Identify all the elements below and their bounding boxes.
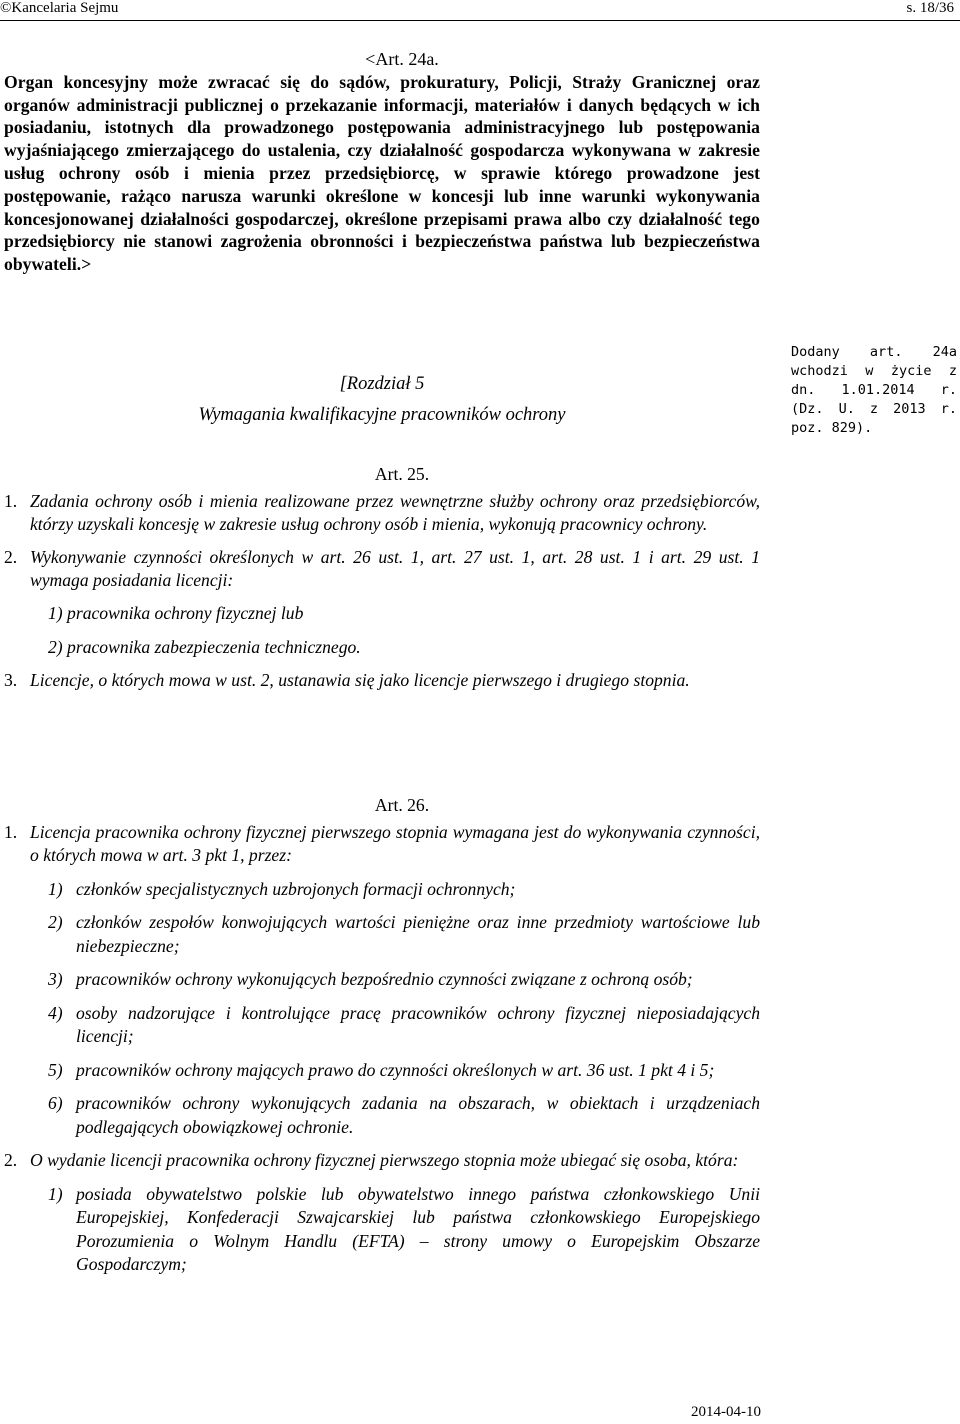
chapter-title: Wymagania kwalifikacyjne pracowników ochrony — [198, 405, 566, 425]
article-24a — [4, 48, 760, 276]
article-25-title: Art. 25. — [374, 464, 430, 484]
item-number: 1) — [48, 1183, 63, 1204]
item-number: 2) — [48, 912, 63, 932]
article-26-title: Art. 26. — [374, 795, 430, 815]
para-text: O wydanie licencji pracownika ochrony fizycznej pierwszego stopnia może ubiegać się osoba, która: — [30, 1150, 739, 1170]
list-item — [48, 968, 760, 992]
article-26 — [4, 794, 760, 1277]
item-number: 6) — [48, 1093, 63, 1113]
para-number: 2. — [4, 546, 18, 567]
para-number: 1. — [4, 490, 18, 511]
item-number: 4) — [48, 1002, 63, 1023]
para-number: 3. — [4, 669, 18, 690]
article-26-para-1 — [4, 821, 760, 868]
article-25-para-2-items — [4, 602, 760, 660]
article-24a-heading: <Art. 24a. — [365, 49, 439, 69]
list-item — [48, 1002, 760, 1049]
footer-date: 2014-04-10 — [691, 1404, 761, 1420]
page-number: s. 18/36 — [906, 0, 954, 16]
article-26-para-2 — [4, 1149, 760, 1173]
article-25-para-1 — [4, 490, 760, 537]
list-item: 1) pracownika ochrony fizycznej lub — [48, 602, 304, 623]
item-text: osoby nadzorujące i kontrolujące pracę pracowników ochrony fizycznej nieposiadających licencji; — [76, 1002, 760, 1046]
header-copyright: ©Kancelaria Sejmu — [0, 0, 119, 16]
para-text: Wykonywanie czynności określonych w art. 26 ust. 1, art. 27 ust. 1, art. 28 ust. 1 i art. 29 ust. 1 wymaga posiadania licencji: — [30, 546, 760, 590]
article-25-para-2 — [4, 546, 760, 593]
article-25-para-3 — [4, 669, 760, 693]
para-text: Licencje, o których mowa w ust. 2, ustanawia się jako licencje pierwszego i drugiego stopnia. — [30, 669, 690, 690]
item-text: pracowników ochrony mających prawo do czynności określonych w art. 36 ust. 1 pkt 4 i 5; — [76, 1059, 715, 1080]
list-item — [48, 878, 760, 902]
item-text: posiada obywatelstwo polskie lub obywatelstwo innego państwa członkowskiego Unii Europejskiej, Konfederacji Szwajcarskiej lub państwa członkowskiego Europejskiego Porozumienia o Wolnym Handlu (EFTA) – strony umowy o Europejskim Obszarze Gospodarczym; — [76, 1183, 760, 1274]
para-text: Licencja pracownika ochrony fizycznej pierwszego stopnia wymagana jest do wykonywania czynności, o których mowa w art. 3 pkt 1, przez: — [30, 821, 760, 865]
item-text: członków specjalistycznych uzbrojonych formacji ochronnych; — [76, 878, 516, 899]
article-24a-text: Organ koncesyjny może zwracać się do sądów, prokuratury, Policji, Straży Granicznej oraz organów administracji publicznej o przekazanie informacji, materiałów i danych będących w ich posiadaniu, istotnych dla prowadzonego postępowania administracyjnego lub postępowania wyjaśniającego zmierzającego do ustalenia, czy działalność gospodarcza wykonywana w zakresie usług ochrony osób i mienia przez przedsiębiorcę, w sprawie którego prowadzone jest postępowanie, rażąco narusza warunki określone w koncesji lub inne warunki wykonywania koncesjonowanej działalności gospodarczej, określone przepisami prawa albo czy działalność tego przedsiębiorcy nie stanowi zagrożenia obronności i bezpieczeństwa państwa lub bezpieczeństwa obywateli.> — [4, 71, 760, 275]
chapter-number: [Rozdział 5 — [339, 374, 425, 394]
list-item: 2) pracownika zabezpieczenia technicznego. — [48, 637, 361, 657]
header-divider — [0, 20, 960, 21]
item-number: 1) — [48, 878, 63, 899]
article-26-para-2-items — [4, 1183, 760, 1277]
para-text: Zadania ochrony osób i mienia realizowane przez wewnętrzne służby ochrony oraz przedsiębiorców, którzy uzyskali koncesję w zakresie usług ochrony osób i mienia, wykonują pracownicy ochrony. — [30, 490, 760, 534]
item-text: pracowników ochrony wykonujących zadania na obszarach, w obiektach i urządzeniach podlegających obowiązkowej ochronie. — [76, 1093, 760, 1137]
article-25 — [4, 463, 760, 692]
chapter-heading — [4, 369, 760, 431]
item-number: 5) — [48, 1059, 63, 1080]
list-item — [48, 911, 760, 958]
list-item — [48, 1183, 760, 1277]
para-number: 1. — [4, 821, 18, 842]
item-number: 3) — [48, 969, 63, 989]
article-26-para-1-items — [4, 878, 760, 1140]
list-item — [48, 1059, 760, 1083]
para-number: 2. — [4, 1150, 18, 1170]
list-item — [48, 1092, 760, 1139]
item-text: pracowników ochrony wykonujących bezpośrednio czynności związane z ochroną osób; — [76, 969, 693, 989]
margin-note: Dodany art. 24a wchodzi w życie z dn. 1.01.2014 r. (Dz. U. z 2013 r. poz. 829). — [791, 344, 957, 436]
item-text: członków zespołów konwojujących wartości pieniężne oraz inne przedmioty wartościowe lub niebezpieczne; — [76, 912, 760, 956]
